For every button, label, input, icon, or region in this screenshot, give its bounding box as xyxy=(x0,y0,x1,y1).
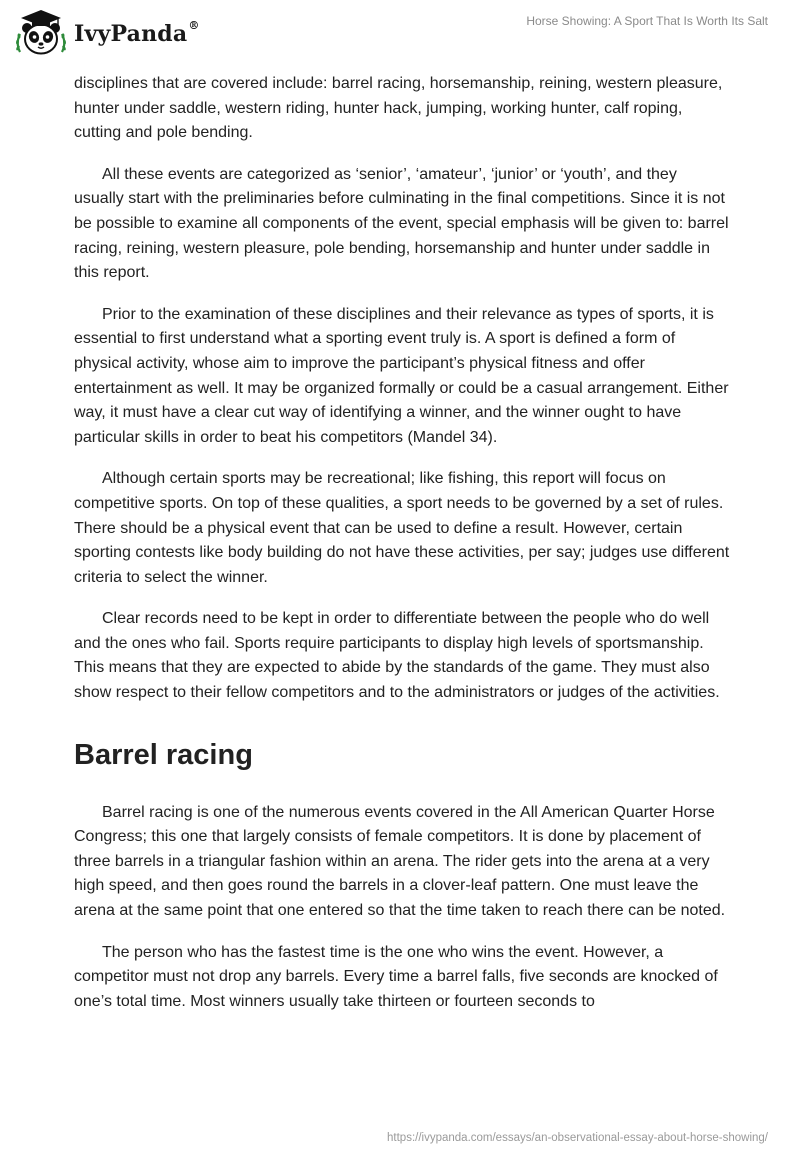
paragraph-7: The person who has the fastest time is the one who wins the event. However, a competitor must not drop any barrels. Every time a barrel falls, five seconds are knocked of one’s total time. Most winners usually take thirteen or fourteen seconds to xyxy=(74,943,718,1010)
paragraph-6: Barrel racing is one of the numerous events covered in the All American Quarter Horse Congress; this one that largely consists of female competitors. It is done by placement of three barrels in a triangular fashion within an arena. The rider gets into the arena at a very high speed, and then goes round the barrels in a clover-leaf pattern. One must leave the arena at the same point that one entered so that the time taken to reach there can be noted. xyxy=(74,803,726,920)
paragraph-4: Although certain sports may be recreational; like fishing, this report will focus on competitive sports. On top of these qualities, a sport needs to be governed by a set of rules. There should be a physical event that can be used to define a result. However, certain sporting contests like body building do not have these activities, per say; judges use different criteria to select the winner. xyxy=(74,470,730,586)
panda-graduate-icon xyxy=(14,8,68,58)
source-url-link[interactable]: https://ivypanda.com/essays/an-observational-essay-about-horse-showing/ xyxy=(387,1132,768,1144)
paragraph-5: Clear records need to be kept in order to differentiate between the people who do well and the ones who fail. Sports require participants to display high levels of sportsmanship. This means that they are expected to abide by the standards of the game. They must also show respect to their fellow competitors and to the administrators or judges of the activities. xyxy=(74,610,720,702)
registered-mark: ® xyxy=(188,19,200,32)
logo-wordmark: IvyPanda® xyxy=(74,19,200,47)
section-heading-barrel-racing: Barrel racing xyxy=(74,738,253,771)
document-title: Horse Showing: A Sport That Is Worth Its Salt xyxy=(526,14,768,28)
essay-body xyxy=(74,72,730,1031)
paragraph-2: All these events are categorized as ‘senior’, ‘amateur’, ‘junior’ or ‘youth’, and they usually start with the preliminaries before culminating in the final competitions. Since it is not be possible to examine all components of the event, special emphasis will be given to: barrel racing, reining, western pleasure, pole bending, horsemanship and hunter under saddle in this report. xyxy=(74,165,729,282)
ivypanda-logo[interactable] xyxy=(14,8,200,58)
paragraph-3: Prior to the examination of these disciplines and their relevance as types of sports, it is essential to first understand what a sporting event truly is. A sport is defined a form of physical activity, whose aim to improve the participant’s physical fitness and offer entertainment as well. It may be organized formally or could be a casual arrangement. Either way, it must have a clear cut way of identifying a winner, and the winner ought to have particular skills in order to beat his competitors (Mandel 34). xyxy=(74,305,729,446)
paragraph-1: disciplines that are covered include: barrel racing, horsemanship, reining, western pleasure, hunter under saddle, western riding, hunter hack, jumping, working hunter, calf roping, cutting and pole bending. xyxy=(74,75,723,142)
page-header xyxy=(0,0,800,64)
